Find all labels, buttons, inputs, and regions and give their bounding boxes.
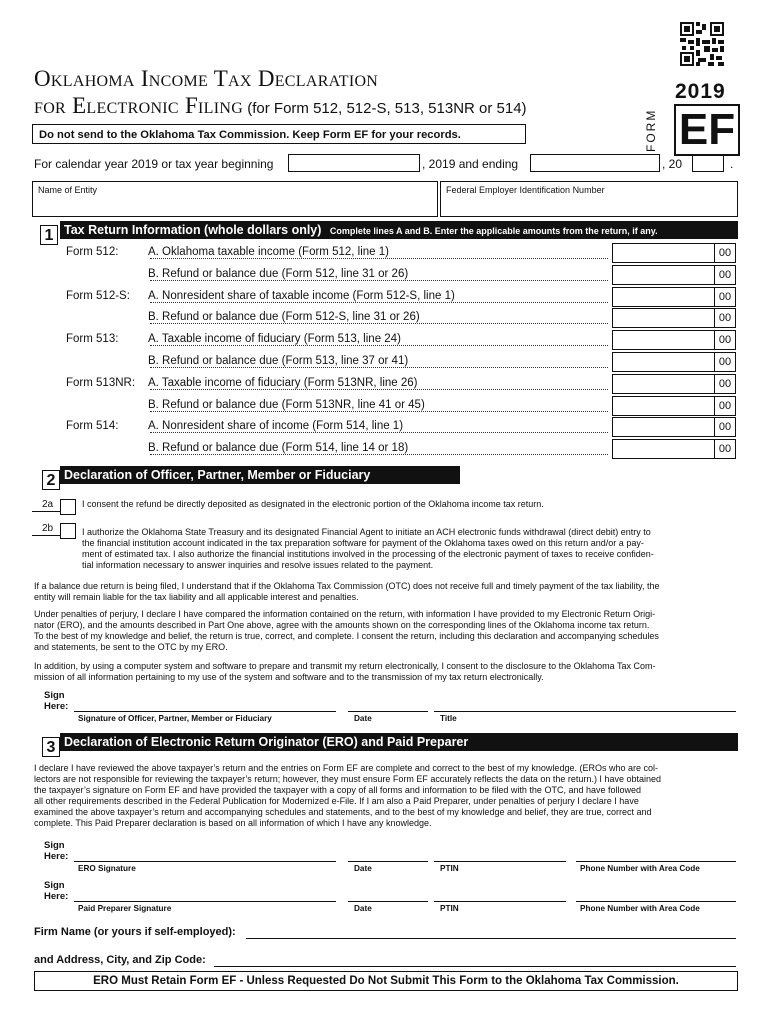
section1-title: Tax Return Information (whole dollars only): [64, 223, 322, 237]
officer-signature-line[interactable]: [74, 711, 336, 712]
tax-line-amount-input[interactable]: [612, 352, 736, 372]
sign-here-officer-line2: Here:: [44, 701, 69, 712]
ero-date-caption: Date: [354, 864, 372, 873]
rule-2a: [32, 511, 60, 512]
tax-line-description: B. Refund or balance due (Form 514, line 14 or 18): [148, 442, 409, 454]
entity-name-label: Name of Entity: [38, 185, 98, 195]
checkbox-2b[interactable]: [60, 523, 76, 539]
disclosure-line1: In addition, by using a computer system and software to prepare and transmit my return electronically, I consent to the disclosure to the Oklahoma Tax Com-: [34, 661, 656, 671]
sign-here-officer-line1: Sign: [44, 690, 65, 701]
tax-line-cents: 00: [714, 353, 735, 371]
label-2b: 2b: [42, 523, 54, 534]
tax-line-amount-input[interactable]: [612, 330, 736, 350]
tax-line-amount-input[interactable]: [612, 265, 736, 285]
tax-line-row: [66, 268, 410, 280]
ero-date-line[interactable]: [348, 861, 428, 862]
perjury-paragraph: [34, 609, 659, 653]
sign-here-officer: [44, 690, 68, 712]
firm-address-label: and Address, City, and Zip Code:: [34, 954, 206, 966]
retain-form-footer: ERO Must Retain Form EF - Unless Requested Do Not Submit This Form to the Oklahoma Tax Commission.: [34, 971, 738, 991]
sign-here-ero: [44, 840, 68, 862]
fein-field[interactable]: [440, 181, 738, 217]
ero-declaration-line3: the taxpayer’s signature on Form EF and have provided the taxpayer with a copy of all forms and information to be filed with the OTC, and have followed: [34, 785, 641, 795]
tax-line-cents: 00: [714, 440, 735, 458]
tax-line-form-label: Form 513:: [66, 333, 119, 345]
preparer-phone-line[interactable]: [576, 901, 736, 902]
tax-line-row: [66, 442, 410, 454]
text-2a: I consent the refund be directly deposited as designated in the electronic portion of the Oklahoma income tax return.: [82, 499, 544, 509]
ero-declaration-line4: all other requirements described in the Federal Publication for Modernized e-File. If I am also a Paid Preparer, under penalties of perjury I declare I have: [34, 796, 639, 806]
form-title-line2-main: for Electronic Filing: [34, 93, 244, 118]
firm-name-label: Firm Name (or yours if self-employed):: [34, 926, 236, 938]
tax-line-cents: 00: [714, 266, 735, 284]
perjury-line4: and statements, be sent to the OTC by my ERO.: [34, 642, 228, 652]
balance-due-paragraph: [34, 581, 659, 603]
tax-line-description: B. Refund or balance due (Form 512-S, line 31 or 26): [148, 311, 420, 323]
ero-declaration-line2: lectors are not responsible for reviewing the taxpayer’s return; however, they must ensure Form EF accurately reflects the data on the return.) I have obtained: [34, 774, 661, 784]
calendar-suffix: , 20: [662, 157, 683, 171]
balance-due-line2: entity will remain liable for the tax liability and all applicable interest and penalties.: [34, 592, 359, 602]
text-2b: [82, 527, 654, 571]
tax-line-form-label: Form 512-S:: [66, 290, 130, 302]
tax-line-form-label: Form 514:: [66, 420, 119, 432]
calendar-prefix: For calendar year 2019 or tax year beginning: [34, 157, 274, 171]
sign-here-ero-line2: Here:: [44, 851, 69, 862]
ero-declaration-line5: examined the above taxpayer’s return and accompanying schedules and statements, and to the best of my knowledge and belief, they are true, correct and: [34, 807, 652, 817]
tax-line-form-label: Form 513NR:: [66, 377, 136, 389]
tax-line-amount-input[interactable]: [612, 243, 736, 263]
form-title-line1: Oklahoma Income Tax Declaration: [34, 66, 379, 91]
tax-line-amount-input[interactable]: [612, 396, 736, 416]
form-label: FORM: [644, 108, 658, 152]
fein-label: Federal Employer Identification Number: [446, 185, 605, 195]
officer-date-line[interactable]: [348, 711, 428, 712]
form-title-line2: [34, 92, 527, 122]
calendar-year-line: [34, 156, 744, 176]
tax-line-row: [66, 246, 391, 258]
tax-line-cents: 00: [714, 244, 735, 262]
tax-line-description: A. Oklahoma taxable income (Form 512, line 1): [148, 246, 389, 258]
ero-declaration-paragraph: [34, 763, 661, 829]
tax-line-row: [66, 333, 403, 345]
section3-title: Declaration of Electronic Return Originator (ERO) and Paid Preparer: [64, 735, 469, 749]
tax-line-description: B. Refund or balance due (Form 513, line 37 or 41): [148, 355, 409, 367]
tax-year-begin-input[interactable]: [288, 154, 420, 172]
text-2b-line2: the financial institution account indicated in the tax preparation software for payment of the Oklahoma taxes owed on this return and/or a pay-: [82, 538, 644, 548]
section2-number: 2: [42, 470, 60, 490]
disclosure-paragraph: [34, 661, 655, 683]
ero-phone-caption: Phone Number with Area Code: [580, 864, 700, 873]
perjury-line2: nator (ERO), and the amounts described in Part One above, agree with the amounts shown on the corresponding lines of the Oklahoma income tax return.: [34, 620, 650, 630]
tax-line-cents: 00: [714, 375, 735, 393]
form-year: 2019: [675, 80, 726, 103]
tax-line-form-label: Form 512:: [66, 246, 119, 258]
tax-line-description: B. Refund or balance due (Form 513NR, line 41 or 45): [148, 399, 425, 411]
section2-title: Declaration of Officer, Partner, Member or Fiduciary: [64, 468, 371, 482]
tax-line-description: A. Nonresident share of taxable income (Form 512-S, line 1): [148, 290, 455, 302]
text-2b-line4: tial information necessary to answer inquiries and resolve issues related to the payment.: [82, 560, 434, 570]
section3-header: [60, 733, 738, 751]
tax-line-description: A. Taxable income of fiduciary (Form 513NR, line 26): [148, 377, 418, 389]
tax-line-amount-input[interactable]: [612, 439, 736, 459]
form-code: EF: [674, 104, 740, 156]
officer-title-caption: Title: [440, 714, 457, 723]
officer-date-caption: Date: [354, 714, 372, 723]
balance-due-line1: If a balance due return is being filed, I understand that if the Oklahoma Tax Commission (OTC) does not receive full and timely payment of the tax liability, the: [34, 581, 660, 591]
sign-here-preparer-line1: Sign: [44, 880, 65, 891]
firm-name-line[interactable]: [246, 938, 736, 939]
label-2a: 2a: [42, 499, 54, 510]
tax-year-end-year-input[interactable]: [692, 154, 724, 172]
preparer-phone-caption: Phone Number with Area Code: [580, 904, 700, 913]
firm-address-line[interactable]: [214, 966, 736, 967]
ero-ptin-line[interactable]: [434, 861, 566, 862]
tax-line-cents: 00: [714, 418, 735, 436]
disclosure-line2: mission of all information pertaining to my use of the system and software and to the transmission of my tax return electronically.: [34, 672, 544, 682]
tax-line-cents: 00: [714, 397, 735, 415]
preparer-signature-caption: Paid Preparer Signature: [78, 904, 172, 913]
calendar-middle: , 2019 and ending: [422, 157, 519, 171]
tax-line-row: [66, 377, 420, 389]
section1-header: [60, 221, 738, 239]
tax-line-row: [66, 420, 405, 432]
calendar-end: .: [730, 157, 734, 171]
text-2b-line1: I authorize the Oklahoma State Treasury and its designated Financial Agent to initiate an ACH electronic funds withdrawal (direct debit) entry to: [82, 527, 651, 537]
section2-header: [60, 466, 460, 484]
ero-phone-line[interactable]: [576, 861, 736, 862]
tax-line-amount-input[interactable]: [612, 287, 736, 307]
ero-declaration-line6: complete. This Paid Preparer declaration is based on all information of which I have any knowledge.: [34, 818, 432, 828]
tax-line-cents: 00: [714, 288, 735, 306]
section3-number: 3: [42, 737, 60, 757]
perjury-line3: To the best of my knowledge and belief, the return is true, correct, and complete. I consent the return, including this declaration and accompanying schedules: [34, 631, 659, 641]
officer-title-line[interactable]: [434, 711, 736, 712]
tax-line-amount-input[interactable]: [612, 374, 736, 394]
tax-line-description: A. Taxable income of fiduciary (Form 513, line 24): [148, 333, 401, 345]
ero-declaration-line1: I declare I have reviewed the above taxpayer’s return and the entries on Form EF are complete and correct to the best of my knowledge. (EROs who are col-: [34, 763, 658, 773]
tax-year-end-input[interactable]: [530, 154, 660, 172]
rule-2b: [32, 535, 60, 536]
preparer-ptin-caption: PTIN: [440, 904, 459, 913]
tax-line-description: A. Nonresident share of income (Form 514, line 1): [148, 420, 404, 432]
entity-name-field[interactable]: [32, 181, 438, 217]
sign-here-preparer: [44, 880, 68, 902]
preparer-ptin-line[interactable]: [434, 901, 566, 902]
text-2b-line3: ment of estimated tax. I also authorize the financial institutions involved in the processing of the electronic payment of taxes to receive confiden-: [82, 549, 654, 559]
tax-line-row: [66, 399, 427, 411]
perjury-line1: Under penalties of perjury, I declare I have compared the information contained on the return, with information I have provided to my Electronic Return Origi-: [34, 609, 656, 619]
qr-code-icon: [680, 22, 724, 66]
records-notice: Do not send to the Oklahoma Tax Commission. Keep Form EF for your records.: [32, 124, 526, 144]
preparer-date-caption: Date: [354, 904, 372, 913]
tax-line-description: B. Refund or balance due (Form 512, line 31 or 26): [148, 268, 409, 280]
sign-here-ero-line1: Sign: [44, 840, 65, 851]
preparer-signature-line[interactable]: [74, 901, 336, 902]
sign-here-preparer-line2: Here:: [44, 891, 69, 902]
form-title-subtitle: (for Form 512, 512-S, 513, 513NR or 514): [243, 100, 527, 117]
ero-signature-caption: ERO Signature: [78, 864, 136, 873]
tax-line-cents: 00: [714, 309, 735, 327]
tax-line-cents: 00: [714, 331, 735, 349]
section1-number: 1: [40, 225, 58, 245]
checkbox-2a[interactable]: [60, 499, 76, 515]
tax-line-amount-input[interactable]: [612, 417, 736, 437]
tax-line-amount-input[interactable]: [612, 308, 736, 328]
ero-ptin-caption: PTIN: [440, 864, 459, 873]
ero-signature-line[interactable]: [74, 861, 336, 862]
section1-instruction: Complete lines A and B. Enter the applicable amounts from the return, if any.: [329, 226, 658, 236]
officer-signature-caption: Signature of Officer, Partner, Member or Fiduciary: [78, 714, 272, 723]
tax-line-row: [66, 311, 422, 323]
tax-line-row: [66, 290, 457, 302]
preparer-date-line[interactable]: [348, 901, 428, 902]
tax-line-row: [66, 355, 410, 367]
